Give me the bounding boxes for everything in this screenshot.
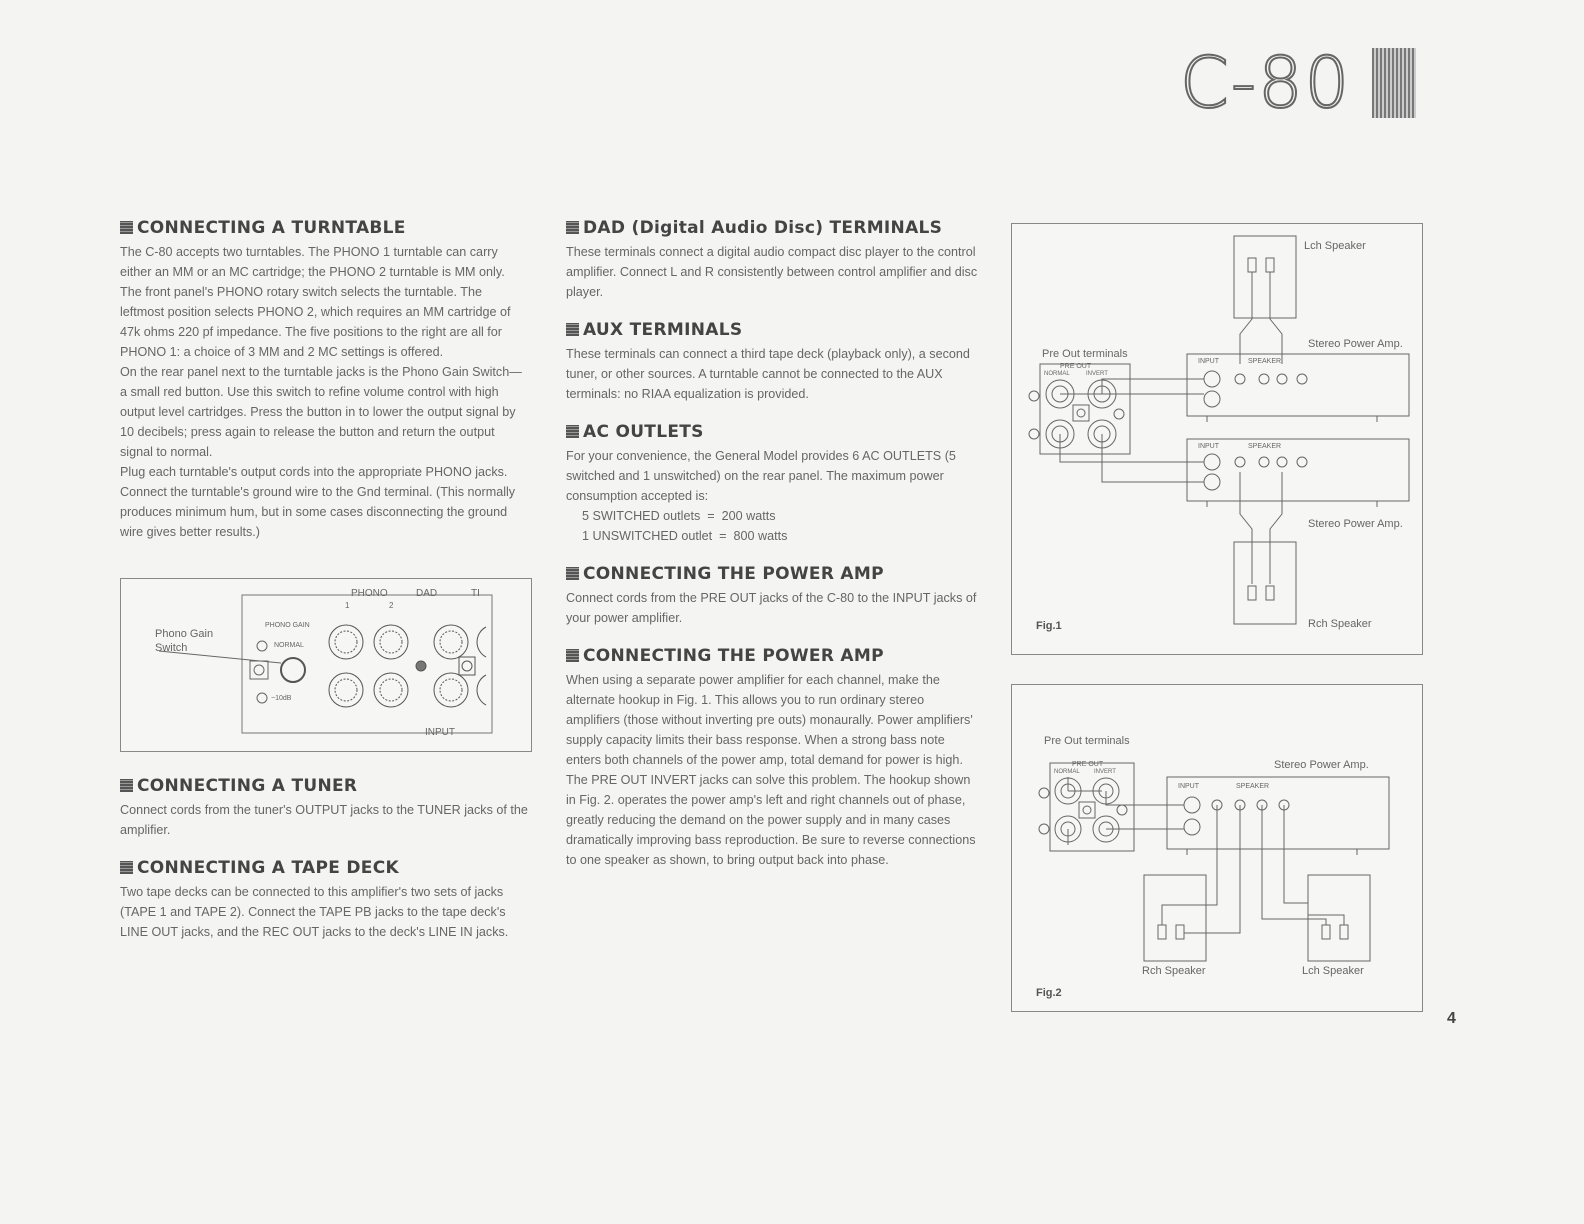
dad-label: DAD bbox=[416, 588, 438, 599]
fig1-pre-out-label: PRE OUT bbox=[1060, 363, 1092, 370]
fig1-normal-label: NORMAL bbox=[1044, 371, 1070, 377]
fig2-pre-out-terminals-label: Pre Out terminals bbox=[1044, 735, 1130, 747]
heading-ac-outlets: AC OUTLETS bbox=[566, 422, 978, 442]
fig2-rch-speaker-label: Rch Speaker bbox=[1142, 965, 1206, 977]
heading-tape: CONNECTING A TAPE DECK bbox=[120, 858, 528, 878]
middle-column bbox=[566, 218, 978, 870]
heading-aux: AUX TERMINALS bbox=[566, 320, 978, 340]
page-number: 4 bbox=[1447, 1010, 1456, 1027]
fig1-wiring-diagram bbox=[1012, 224, 1424, 656]
heading-turntable: CONNECTING A TURNTABLE bbox=[120, 218, 528, 238]
bullet-square-icon bbox=[566, 221, 579, 234]
fig2-normal-label: NORMAL bbox=[1054, 769, 1080, 775]
heading-tuner: CONNECTING A TUNER bbox=[120, 776, 528, 796]
ac-line-switched: 5 SWITCHED outlets = 200 watts bbox=[582, 509, 776, 523]
heading-power-amp-2: CONNECTING THE POWER AMP bbox=[566, 646, 978, 666]
turntable-para-1: The C-80 accepts two turntables. The PHONO 1 turntable can carry either an MM or an MC cartridge; the PHONO 2 turntable is MM only. The front panel's PHONO rotary switch selects the turntable. The leftmost position selects PHONO 2, which requires an MM cartridge of 47k ohms 220 pf impedance. The five positions to the right are all for PHONO 1: a choice of 3 MM and 2 MC settings is offered. bbox=[120, 245, 511, 359]
tape-para: Two tape decks can be connected to this amplifier's two sets of jacks (TAPE 1 and TAPE 2). Connect the TAPE PB jacks to the tape deck's LINE OUT jacks, and the REC OUT jacks to the deck's LINE IN jacks. bbox=[120, 885, 509, 939]
input-label: INPUT bbox=[425, 727, 455, 738]
fig1-rch-speaker-label: Rch Speaker bbox=[1308, 618, 1372, 630]
phono-gain-text: PHONO GAIN bbox=[265, 622, 310, 629]
normal-label: NORMAL bbox=[274, 642, 304, 649]
bullet-square-icon bbox=[566, 567, 579, 580]
figure-2 bbox=[1011, 684, 1423, 1012]
channel-1-label: 1 bbox=[345, 601, 350, 610]
fig1-stereo-amp-bottom-label: Stereo Power Amp. bbox=[1308, 518, 1403, 530]
dad-para: These terminals connect a digital audio compact disc player to the control amplifier. Connect L and R consistently between control amplifier and disc player. bbox=[566, 245, 978, 299]
phono-panel-drawing bbox=[121, 579, 533, 753]
bullet-square-icon bbox=[566, 649, 579, 662]
fig2-number: Fig.2 bbox=[1036, 987, 1062, 999]
turntable-para-3: Plug each turntable's output cords into the appropriate PHONO jacks. Connect the turntable's ground wire to the Gnd terminal. (This normally produces minimum hum, but in some cases disconnecting the ground wire gives better results.) bbox=[120, 465, 516, 539]
c80-logo bbox=[1180, 42, 1416, 124]
left-column-lower bbox=[120, 776, 528, 942]
phono-label: PHONO bbox=[351, 588, 388, 599]
heading-power-amp-1: CONNECTING THE POWER AMP bbox=[566, 564, 978, 584]
logo-stripe-block bbox=[1372, 48, 1416, 118]
bullet-square-icon bbox=[566, 425, 579, 438]
fig2-lch-speaker-label: Lch Speaker bbox=[1302, 965, 1364, 977]
figure-1 bbox=[1011, 223, 1423, 655]
bullet-square-icon bbox=[120, 861, 133, 874]
power-amp-2-para: When using a separate power amplifier for each channel, make the alternate hookup in Fig. 1. This allows you to run ordinary stereo amplifiers (those without inverting pre outs) monaurally. Power amplifiers' supply capacity limits their bass response. When a strong bass note enters both channels of the power amp, total demand for power is high. The PRE OUT INVERT jacks can solve this problem. The hookup shown in Fig. 2. operates the power amp's left and right channels out of phase, greatly reducing the demand on the power supply and in many cases dramatically improving bass reproduction. Be sure to reverse connections to one speaker as shown, to bring output back into phase. bbox=[566, 673, 976, 867]
power-amp-1-para: Connect cords from the PRE OUT jacks of the C-80 to the INPUT jacks of your power amplifier. bbox=[566, 591, 977, 625]
fig1-input-top-label: INPUT bbox=[1198, 358, 1219, 365]
phono-gain-switch-label: Phono Gain Switch bbox=[155, 628, 214, 654]
minus10db-label: −10dB bbox=[271, 695, 292, 702]
fig1-pre-out-terminals-label: Pre Out terminals bbox=[1042, 348, 1128, 360]
channel-2-label: 2 bbox=[389, 601, 394, 610]
ti-label: TI bbox=[471, 588, 480, 599]
turntable-para-2: On the rear panel next to the turntable jacks is the Phono Gain Switch—a small red button. Use this switch to refine volume control with high output level cartridges. Press the button in to lower the output signal by 10 decibels; press again to release the button and return the output signal to normal. bbox=[120, 365, 522, 459]
fig1-invert-label: INVERT bbox=[1086, 371, 1108, 377]
bullet-square-icon bbox=[120, 221, 133, 234]
ac-line-unswitched: 1 UNSWITCHED outlet = 800 watts bbox=[582, 529, 788, 543]
heading-dad: DAD (Digital Audio Disc) TERMINALS bbox=[566, 218, 978, 238]
phono-gain-figure bbox=[120, 578, 532, 752]
fig2-input-label: INPUT bbox=[1178, 783, 1199, 790]
fig1-speaker-bottom-label: SPEAKER bbox=[1248, 443, 1282, 450]
fig1-stereo-amp-top-label: Stereo Power Amp. bbox=[1308, 338, 1403, 350]
left-column bbox=[120, 218, 528, 542]
logo-text: C-80 bbox=[1180, 42, 1352, 124]
fig2-speaker-label: SPEAKER bbox=[1236, 783, 1270, 790]
fig1-number: Fig.1 bbox=[1036, 620, 1062, 632]
bullet-square-icon bbox=[120, 779, 133, 792]
ac-para: For your convenience, the General Model provides 6 AC OUTLETS (5 switched and 1 unswitched) on the rear panel. The maximum power consumption accepted is: bbox=[566, 449, 956, 503]
fig2-invert-label: INVERT bbox=[1094, 769, 1116, 775]
bullet-square-icon bbox=[566, 323, 579, 336]
fig1-input-bottom-label: INPUT bbox=[1198, 443, 1219, 450]
fig2-stereo-amp-label: Stereo Power Amp. bbox=[1274, 759, 1369, 771]
aux-para: These terminals can connect a third tape deck (playback only), a second tuner, or other sources. A turntable cannot be connected to the AUX terminals: no RIAA equalization is provided. bbox=[566, 347, 970, 401]
fig1-speaker-top-label: SPEAKER bbox=[1248, 358, 1282, 365]
fig2-pre-out-label: PRE OUT bbox=[1072, 761, 1104, 768]
tuner-para: Connect cords from the tuner's OUTPUT jacks to the TUNER jacks of the amplifier. bbox=[120, 803, 528, 837]
fig1-lch-speaker-label: Lch Speaker bbox=[1304, 240, 1366, 252]
